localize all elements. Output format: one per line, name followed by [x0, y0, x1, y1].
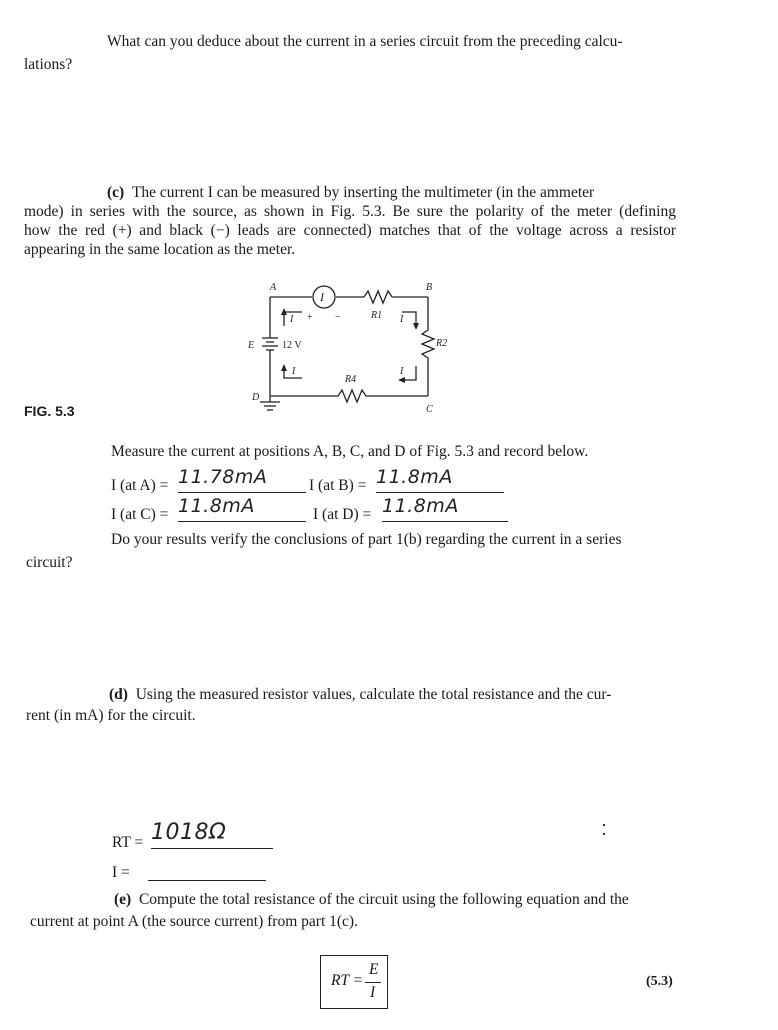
question-e-line2: current at point A (the source current) from part 1(c).	[30, 913, 358, 930]
circuit-diagram	[240, 278, 450, 418]
question-e-text: Compute the total resistance of the circuit using the following equation and the	[138, 891, 629, 908]
r2-label: R2	[436, 338, 448, 349]
equation-lhs: RT =	[331, 972, 364, 989]
meter-minus-sign: −	[335, 312, 341, 323]
equation-box	[320, 955, 388, 1009]
arrowhead-bottom-right	[398, 377, 405, 383]
arrowhead-bottom-left	[281, 364, 287, 371]
question-c-line4: appearing in the same location as the meter.	[24, 241, 296, 258]
rt-value[interactable]: 1018Ω	[151, 820, 273, 849]
ammeter-circle	[313, 286, 335, 308]
stray-mark-1	[603, 824, 605, 826]
question-d-label: (d)	[109, 686, 128, 703]
equation-denominator: I	[370, 984, 376, 1001]
question-e-line1	[114, 890, 629, 910]
equation-number: (5.3)	[646, 974, 673, 989]
question-d-line1	[109, 685, 611, 705]
label-i-at-c: I (at C) =	[111, 506, 169, 523]
source-e-label: E	[248, 340, 255, 351]
question-d-text: Using the measured resistor values, calculate the total resistance and the cur-	[135, 686, 612, 703]
node-a-label: A	[270, 282, 277, 293]
question-c-line1	[107, 183, 675, 203]
meter-plus-sign: +	[307, 312, 313, 323]
verify-question-line1: Do your results verify the conclusions of part 1(b) regarding the current in a series	[111, 531, 622, 548]
i-answer-blank[interactable]	[148, 866, 266, 881]
label-i-at-b: I (at B) =	[309, 477, 367, 494]
question-e-label: (e)	[114, 891, 132, 908]
resistor-r2	[422, 330, 434, 358]
resistor-r1	[364, 291, 392, 303]
question-c-label: (c)	[107, 184, 125, 201]
measure-instruction: Measure the current at positions A, B, C, and D of Fig. 5.3 and record below.	[111, 443, 589, 460]
question-b-line2: lations?	[24, 56, 73, 73]
figure-caption: FIG. 5.3	[24, 403, 75, 419]
label-i-at-a: I (at A) =	[111, 477, 169, 494]
r1-label: R1	[371, 310, 383, 321]
label-i-at-d: I (at D) =	[313, 506, 372, 523]
value-i-at-c[interactable]: 11.8mA	[178, 495, 306, 522]
arrowhead-top-right	[413, 323, 419, 330]
r4-label: R4	[345, 374, 357, 385]
node-b-label: B	[426, 282, 433, 293]
question-c-line2: mode) in series with the source, as shown in Fig. 5.3. Be sure the polarity of the meter (defining	[24, 203, 676, 220]
question-d-line2: rent (in mA) for the circuit.	[26, 707, 196, 724]
question-c-text: The current I can be measured by inserting the multimeter (in the ammeter	[131, 184, 595, 201]
current-label-bottom-right: I	[400, 366, 404, 377]
node-d-label: D	[252, 392, 260, 403]
value-i-at-a[interactable]: 11.78mA	[178, 466, 306, 493]
stray-mark-2	[603, 833, 605, 835]
current-label-bottom-left: I	[292, 366, 296, 377]
node-c-label: C	[426, 404, 433, 415]
value-i-at-b[interactable]: 11.8mA	[376, 466, 504, 493]
i-label: I =	[112, 864, 130, 881]
equation-numerator: E	[369, 961, 379, 978]
rt-label: RT =	[112, 834, 144, 851]
question-c-line3: how the red (+) and black (−) leads are connected) matches that of the voltage across a resistor	[24, 222, 676, 239]
resistor-r4	[338, 390, 366, 402]
current-label-top-left: I	[290, 314, 294, 325]
ammeter-symbol: I	[320, 290, 324, 304]
question-b-line1: What can you deduce about the current in a series circuit from the preceding calcu-	[107, 33, 623, 50]
source-voltage-label: 12 V	[282, 340, 302, 351]
current-label-top-right: I	[400, 314, 404, 325]
value-i-at-d[interactable]: 11.8mA	[382, 495, 508, 522]
verify-question-line2: circuit?	[26, 554, 73, 571]
